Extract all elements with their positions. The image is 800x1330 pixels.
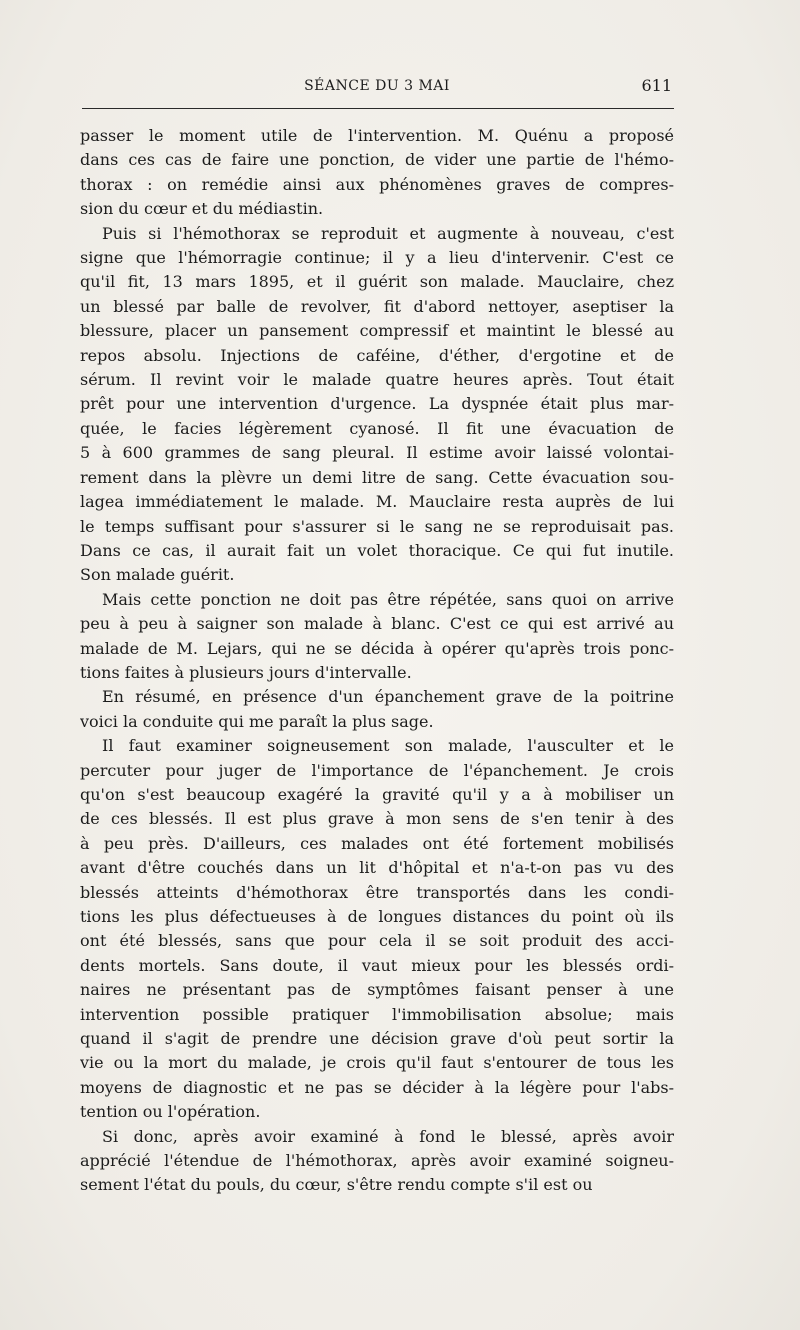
paragraph xyxy=(80,1125,674,1198)
text-line: Il faut examiner soigneusement son malade, l'ausculter et le xyxy=(102,736,674,756)
text-line: sérum. Il revint voir le malade quatre heures après. Tout était xyxy=(80,370,674,390)
text-line: peu à peu à saigner son malade à blanc. C'est ce qui est arrivé au xyxy=(80,614,674,634)
text-line: qu'on s'est beaucoup exagéré la gravité qu'il y a à mobiliser un xyxy=(80,784,674,804)
text-line: à peu près. D'ailleurs, ces malades ont été fortement mobilisés xyxy=(80,833,674,853)
running-head xyxy=(82,74,672,98)
text-line: Mais cette ponction ne doit pas être répétée, sans quoi on arrive xyxy=(102,589,674,609)
paragraph xyxy=(80,734,674,1125)
text-line: En résumé, en présence d'un épanchement grave de la poitrine xyxy=(102,687,674,707)
text-line: dans ces cas de faire une ponction, de vider une partie de l'hémo- xyxy=(80,150,674,170)
text-line: passer le moment utile de l'intervention. M. Quénu a proposé xyxy=(80,126,674,145)
text-line: malade de M. Lejars, qui ne se décida à opérer qu'après trois ponc- xyxy=(80,638,674,658)
text-line: percuter pour juger de l'importance de l'épanchement. Je crois xyxy=(80,760,674,780)
text-line: Dans ce cas, il aurait fait un volet thoracique. Ce qui fut inutile. xyxy=(80,540,674,560)
text-line: signe que l'hémorragie continue; il y a lieu d'intervenir. C'est ce xyxy=(80,248,674,268)
paragraph xyxy=(80,685,674,734)
text-line: sement l'état du pouls, du cœur, s'être rendu compte s'il est ou xyxy=(80,1175,593,1195)
text-line: moyens de diagnostic et ne pas se décider à la légère pour l'abs- xyxy=(80,1077,674,1097)
text-line: qu'il fit, 13 mars 1895, et il guérit son malade. Mauclaire, chez xyxy=(80,272,674,292)
text-line: un blessé par balle de revolver, fit d'abord nettoyer, aseptiser la xyxy=(80,296,674,316)
text-line: avant d'être couchés dans un lit d'hôpital et n'a-t-on pas vu des xyxy=(80,858,674,878)
text-line: dents mortels. Sans doute, il vaut mieux pour les blessés ordi- xyxy=(80,955,674,975)
text-line: vie ou la mort du malade, je crois qu'il faut s'entourer de tous les xyxy=(80,1053,674,1073)
text-line: le temps suffisant pour s'assurer si le sang ne se reproduisait pas. xyxy=(80,516,674,536)
text-line: thorax : on remédie ainsi aux phénomènes graves de compres- xyxy=(80,174,674,194)
page-number: 611 xyxy=(641,76,672,95)
text-line: tions les plus défectueuses à de longues distances du point où ils xyxy=(80,907,674,926)
header-rule xyxy=(82,108,674,109)
body-text xyxy=(80,124,674,1198)
text-line: blessés atteints d'hémothorax être transportés dans les condi- xyxy=(80,882,674,902)
paragraph xyxy=(80,222,674,588)
text-line: repos absolu. Injections de caféine, d'éther, d'ergotine et de xyxy=(80,345,674,365)
text-line: sion du cœur et du médiastin. xyxy=(80,199,324,219)
text-line: 5 à 600 grammes de sang pleural. Il estime avoir laissé volontai- xyxy=(80,443,674,463)
text-line: tention ou l'opération. xyxy=(80,1102,261,1122)
paragraph xyxy=(80,124,674,222)
text-line: prêt pour une intervention d'urgence. La dyspnée était plus mar- xyxy=(80,394,674,414)
text-line: blessure, placer un pansement compressif et maintint le blessé au xyxy=(80,321,674,341)
text-line: tions faites à plusieurs jours d'intervalle. xyxy=(80,662,412,682)
text-line: voici la conduite qui me paraît la plus sage. xyxy=(80,711,434,731)
text-line: lagea immédiatement le malade. M. Mauclaire resta auprès de lui xyxy=(80,492,674,512)
text-line: quée, le facies légèrement cyanosé. Il fit une évacuation de xyxy=(80,418,674,438)
paragraph xyxy=(80,588,674,686)
text-line: Son malade guérit. xyxy=(80,565,235,585)
text-line: naires ne présentant pas de symptômes faisant penser à une xyxy=(80,980,674,1000)
text-line: rement dans la plèvre un demi litre de sang. Cette évacuation sou- xyxy=(80,467,674,487)
text-line: intervention possible pratiquer l'immobilisation absolue; mais xyxy=(80,1004,674,1024)
running-title: SÉANCE DU 3 MAI xyxy=(304,78,450,94)
text-line: de ces blessés. Il est plus grave à mon sens de s'en tenir à des xyxy=(80,809,674,829)
text-line: apprécié l'étendue de l'hémothorax, après avoir examiné soigneu- xyxy=(80,1151,674,1171)
text-line: ont été blessés, sans que pour cela il se soit produit des acci- xyxy=(80,931,674,951)
text-line: Puis si l'hémothorax se reproduit et augmente à nouveau, c'est xyxy=(102,223,674,243)
text-line: quand il s'agit de prendre une décision grave d'où peut sortir la xyxy=(80,1029,674,1049)
text-line: Si donc, après avoir examiné à fond le blessé, après avoir xyxy=(102,1126,674,1146)
